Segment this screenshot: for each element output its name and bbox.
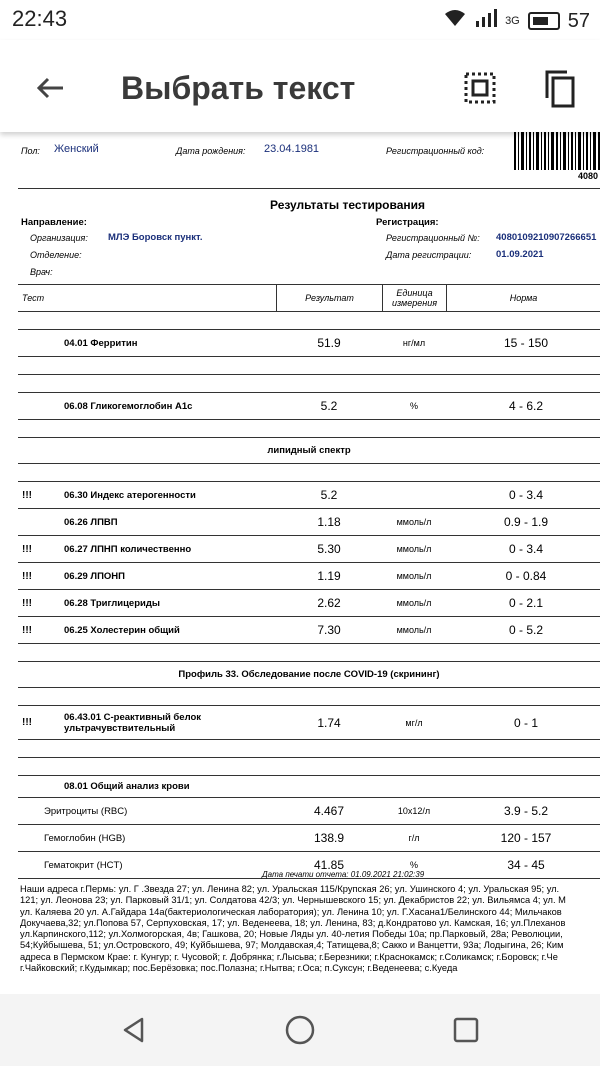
barcode-digits: 4080 — [578, 171, 599, 181]
test-name: 06.26 ЛПВП — [64, 516, 118, 528]
test-unit — [382, 482, 446, 508]
test-norm: 0 - 5.2 — [508, 623, 544, 637]
test-norm: 0 - 3.4 — [508, 542, 544, 556]
print-date: Дата печати отчета: 01.09.2021 21:02:39 — [262, 870, 425, 879]
test-name: 06.08 Гликогемоглобин А1с — [64, 400, 193, 412]
back-button[interactable] — [26, 64, 74, 112]
test-result: 5.2 — [320, 488, 338, 502]
registration-label: Регистрация: — [376, 217, 439, 228]
app-title: Выбрать текст — [121, 70, 356, 106]
table-section-row — [18, 662, 600, 688]
test-result: 41.85 — [313, 858, 345, 872]
table-row-empty — [18, 644, 600, 662]
dob-value: 23.04.1981 — [264, 143, 320, 155]
test-norm: 3.9 - 5.2 — [503, 804, 549, 818]
navigation-bar — [0, 994, 600, 1066]
section-title: липидный спектр — [267, 445, 351, 456]
org-value: МЛЭ Боровск пункт. — [108, 232, 203, 243]
footer-line: адреса в Пермском Крае: г. Кунгур; г. Чусовой; г. Добрянка; г.Лысьва; г.Березники; г.Краснокамск; г.Соликамск; г.Боровск; г.Че — [20, 951, 558, 962]
test-name: Гематокрит (HCT) — [44, 859, 123, 871]
test-unit: мг/л — [405, 717, 423, 728]
footer-line: Наши адреса г.Пермь: ул. Г .Звезда 27; ул. Ленина 82; ул. Уральская 115/Крупская 26; ул. Ушинского 4; ул. Уральская 95; ул. — [20, 884, 560, 894]
abnormal-flag: !!! — [22, 624, 32, 636]
table-header — [18, 284, 600, 312]
test-result: 7.30 — [317, 623, 341, 637]
header-unit: Единица измерения — [382, 285, 446, 311]
table-row-empty — [18, 375, 600, 393]
test-norm: 4 - 6.2 — [508, 399, 544, 413]
table-row-empty — [18, 312, 600, 330]
test-unit: г/л — [408, 833, 420, 843]
header-divider — [18, 188, 600, 189]
footer-line: 54;Куйбышева, 51; ул.Островского, 49; Куйбышева, 97; Молдавская,4; Татищева,8; Сакко и Ванцетти, 93а; Лодыгина, 26; Ким — [20, 940, 564, 951]
barcode — [514, 132, 600, 170]
test-unit: % — [409, 860, 418, 870]
direction-label: Направление: — [21, 217, 87, 228]
table-row-empty — [18, 740, 600, 758]
test-unit: ммоль/л — [396, 571, 432, 581]
circle-home-icon — [284, 1014, 316, 1046]
test-result: 5.2 — [320, 399, 338, 413]
table-row-empty — [18, 758, 600, 776]
table-row-empty — [18, 420, 600, 438]
abnormal-flag: !!! — [22, 543, 32, 555]
test-name — [64, 706, 201, 739]
nav-recents-button[interactable] — [446, 1010, 486, 1050]
test-result: 5.30 — [317, 542, 341, 556]
triangle-back-icon — [120, 1016, 148, 1044]
test-result: 51.9 — [317, 336, 341, 350]
sex-label: Пол: — [21, 146, 40, 156]
table-section-row — [18, 438, 600, 464]
footer-line: ул.Карпинского,112; ул.Холмогорская, 4в; Гашкова, 20; Новые Ляды ул. 40-летия Победы 10а; пр.Парковый, 28а; Революции, — [20, 929, 563, 940]
table-row — [18, 706, 600, 740]
network-type: 3G — [505, 15, 520, 27]
test-result: 138.9 — [313, 831, 345, 845]
header-norm: Норма — [446, 285, 600, 311]
copy-button[interactable] — [538, 64, 582, 112]
test-norm: 0 - 3.4 — [508, 488, 544, 502]
test-unit: ммоль/л — [396, 544, 432, 554]
test-name: 06.29 ЛПОНП — [64, 570, 125, 582]
wifi-icon — [443, 8, 467, 34]
table-row-empty — [18, 357, 600, 375]
test-result: 1.18 — [317, 515, 341, 529]
document-view[interactable] — [0, 132, 600, 994]
battery-level: 57 — [567, 9, 590, 32]
arrow-left-icon — [35, 76, 65, 100]
status-time: 22:43 — [12, 6, 68, 31]
regcode-label: Регистрационный код: — [386, 146, 485, 156]
test-norm: 15 - 150 — [503, 336, 549, 350]
test-unit: ммоль/л — [396, 517, 432, 527]
footer-addresses — [20, 884, 600, 974]
footer-line: Докучаева,32; ул.Попова 57, Серпуховская, 17; ул. Веденеева, 18; ул. Ленина, 83; д.Кондратово ул. Камская, 16; ул.Плеханов — [20, 917, 566, 928]
app-bar — [0, 40, 600, 132]
abnormal-flag: !!! — [22, 717, 32, 728]
dept-label: Отделение: — [30, 250, 82, 260]
table-row — [18, 590, 600, 617]
test-name: Гемоглобин (HGB) — [44, 832, 126, 844]
test-unit: ммоль/л — [396, 625, 432, 635]
header-test: Тест — [22, 293, 45, 303]
test-norm: 0 - 1 — [513, 715, 538, 730]
regdate-label: Дата регистрации: — [386, 250, 472, 260]
abnormal-flag: !!! — [22, 570, 32, 582]
table-row-empty — [18, 464, 600, 482]
header-result: Результат — [276, 285, 382, 311]
test-result: 2.62 — [317, 596, 341, 610]
select-all-icon — [464, 72, 496, 104]
sex-value: Женский — [54, 143, 99, 155]
test-name: 06.27 ЛПНП количественно — [64, 543, 192, 555]
table-row — [18, 798, 600, 825]
table-row — [18, 330, 600, 357]
test-name: 06.28 Триглицериды — [64, 597, 161, 609]
org-label: Организация: — [30, 233, 88, 243]
test-name: Эритроциты (RBC) — [44, 805, 128, 817]
abnormal-flag: !!! — [22, 489, 32, 501]
footer-line: 121; ул. Леонова 23; ул. Парковый 31/1; ул. Солдатова 42/3; ул. Чернышевского 15; ул. Декабристов 22; ул. Вильямса 4; ул. М — [20, 895, 566, 906]
test-norm: 120 - 157 — [500, 831, 552, 845]
nav-home-button[interactable] — [280, 1010, 320, 1050]
test-unit: нг/мл — [402, 338, 426, 348]
test-result: 1.74 — [317, 715, 341, 730]
table-row-empty — [18, 688, 600, 706]
battery-icon — [528, 12, 560, 30]
test-norm: 34 - 45 — [507, 858, 545, 872]
status-icons — [443, 8, 590, 34]
report-title: Результаты тестирования — [270, 198, 426, 212]
results-table — [18, 284, 600, 879]
regnum-label: Регистрационный №: — [386, 233, 480, 243]
test-norm: 0 - 0.84 — [505, 569, 547, 583]
test-name-line1: 06.43.01 С-реактивный белок — [64, 711, 202, 723]
test-name-line2: ультрачувствительный — [64, 722, 176, 734]
test-norm: 0 - 2.1 — [508, 596, 544, 610]
footer-line: ул. Каляева 20 ул. А.Гайдара 14а(бактериологическая лаборатория); ул. Ленина 10; ул. Г.Хасана1/Белинского 44; Мильчаков — [20, 906, 562, 917]
dob-label: Дата рождения: — [176, 146, 246, 156]
test-name: 06.25 Холестерин общий — [64, 624, 180, 636]
table-row — [18, 393, 600, 420]
section-title: Профиль 33. Обследование после COVID-19 (скрининг) — [178, 669, 440, 680]
nav-back-button[interactable] — [114, 1010, 154, 1050]
table-row — [18, 617, 600, 644]
test-result: 1.19 — [317, 569, 341, 583]
test-name: 06.30 Индекс атерогенности — [64, 489, 196, 501]
test-unit: 10x12/л — [397, 806, 431, 816]
test-unit: % — [409, 401, 418, 411]
status-bar — [0, 0, 600, 40]
table-row — [18, 509, 600, 536]
copy-icon — [543, 68, 577, 108]
test-name: 04.01 Ферритин — [64, 337, 138, 349]
footer-line: г.Чайковский; г.Кудымкар; пос.Берёзовка; пос.Полазна; г.Нытва; г.Оса; п.Суксун; г.Веденеева; с.Куеда — [20, 963, 458, 974]
test-unit: ммоль/л — [396, 598, 432, 608]
test-norm: 0.9 - 1.9 — [503, 515, 549, 529]
test-result: 4.467 — [313, 804, 345, 818]
regnum-value: 4080109210907266651 — [496, 232, 597, 243]
select-all-button[interactable] — [458, 66, 502, 110]
table-subsection-row — [18, 776, 600, 798]
signal-icon — [475, 8, 497, 34]
square-recents-icon — [452, 1016, 480, 1044]
doctor-label: Врач: — [30, 267, 53, 277]
table-row — [18, 825, 600, 852]
subsection-title: 08.01 Общий анализ крови — [64, 781, 190, 792]
table-body — [18, 312, 600, 879]
abnormal-flag: !!! — [22, 597, 32, 609]
table-row — [18, 482, 600, 509]
regdate-value: 01.09.2021 — [496, 249, 544, 260]
table-row — [18, 536, 600, 563]
table-row — [18, 563, 600, 590]
